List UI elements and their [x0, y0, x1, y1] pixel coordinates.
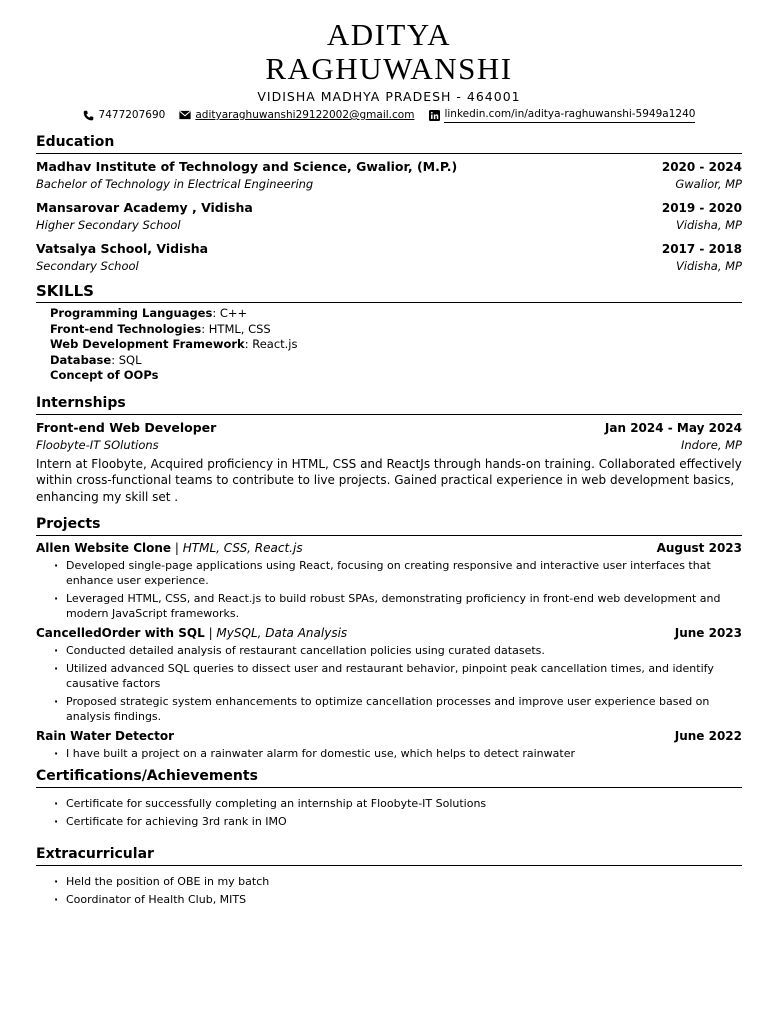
degree: Bachelor of Technology in Electrical Engineering — [36, 177, 314, 191]
school-name: Madhav Institute of Technology and Science, Gwalior, (M.P.) — [36, 159, 458, 174]
projects-heading: Projects — [36, 515, 742, 536]
school-name: Vatsalya School, Vidisha — [36, 241, 209, 256]
education-place: Vidisha, MP — [675, 218, 742, 232]
education-place: Gwalior, MP — [675, 177, 742, 191]
project-title: Rain Water Detector — [36, 729, 175, 743]
skills-list — [36, 306, 742, 384]
internship-dates: Jan 2024 - May 2024 — [604, 420, 742, 435]
education-entry — [36, 158, 742, 192]
project-bullet: · I have built a project on a rainwater alarm for domestic use, which helps to detect rainwater — [54, 746, 742, 761]
internship-description: Intern at Floobyte, Acquired proficiency in HTML, CSS and ReactJs through hands-on training. Collaborated effectively within cross-functional teams to contribute to live projects. Gained practical experience in web development basics, enhancing my skill set . — [36, 456, 742, 504]
project-date: June 2022 — [674, 729, 742, 743]
name-line-2: RAGHUWANSHI — [265, 51, 513, 86]
extracurricular-heading: Extracurricular — [36, 845, 742, 866]
resume-page — [36, 18, 742, 910]
name-heading — [36, 18, 742, 86]
education-entry — [36, 199, 742, 233]
education-dates: 2019 - 2020 — [661, 201, 742, 215]
project-date: June 2023 — [674, 626, 742, 640]
email-contact[interactable] — [179, 107, 414, 123]
project-bullet: · Leveraged HTML, CSS, and React.js to build robust SPAs, demonstrating proficiency in front-end web development and modern JavaScript frameworks. — [54, 591, 742, 621]
internship-role: Front-end Web Developer — [36, 419, 217, 435]
phone-contact — [83, 107, 166, 123]
skill-item: Database: SQL — [50, 352, 142, 367]
extracurricular-list — [36, 874, 742, 907]
location: VIDISHA MADHYA PRADESH - 464001 — [257, 89, 521, 104]
project-bullet: · Utilized advanced SQL queries to dissect user and restaurant behavior, pinpoint peak cancellation times, and identify causative factors — [54, 661, 742, 691]
degree: Secondary School — [36, 259, 139, 273]
internship-place: Indore, MP — [681, 437, 742, 452]
education-heading: Education — [36, 133, 742, 154]
phone-icon — [83, 109, 95, 121]
skill-item: Front-end Technologies: HTML, CSS — [50, 321, 271, 336]
extracurricular-item: · Held the position of OBE in my batch — [54, 874, 742, 889]
degree: Higher Secondary School — [36, 218, 181, 232]
internship-company: Floobyte-IT SOlutions — [36, 437, 159, 452]
school-name: Mansarovar Academy , Vidisha — [36, 200, 253, 215]
project-date: August 2023 — [656, 541, 742, 555]
envelope-icon — [179, 109, 191, 121]
project-entry — [36, 540, 742, 621]
project-bullet: · Proposed strategic system enhancements to optimize cancellation processes and improve user experience based on analysis findings. — [54, 694, 742, 724]
skills-heading: SKILLS — [36, 282, 742, 303]
certification-item: · Certificate for achieving 3rd rank in IMO — [54, 814, 742, 829]
project-bullet: · Conducted detailed analysis of restaurant cancellation policies using curated datasets. — [54, 643, 742, 658]
certifications-heading: Certifications/Achievements — [36, 767, 742, 788]
skill-item: Web Development Framework: React.js — [50, 337, 298, 351]
certification-item: · Certificate for successfully completing an internship at Floobyte-IT Solutions — [54, 796, 742, 811]
internships-heading: Internships — [36, 394, 742, 415]
project-bullet: · Developed single-page applications using React, focusing on creating responsive and interactive user interfaces that enhance user experience. — [54, 558, 742, 588]
extracurricular-item: · Coordinator of Health Club, MITS — [54, 892, 742, 907]
education-dates: 2020 - 2024 — [661, 160, 742, 174]
education-dates: 2017 - 2018 — [661, 242, 742, 256]
certifications-list — [36, 796, 742, 829]
email-link[interactable]: adityaraghuwanshi29122002@gmail.com — [195, 109, 415, 121]
project-entry — [36, 728, 742, 761]
linkedin-icon — [428, 109, 440, 121]
phone-number: 7477207690 — [98, 109, 166, 121]
skill-item: Programming Languages: C++ — [50, 306, 248, 320]
name-line-1: ADITYA — [326, 17, 452, 52]
linkedin-link[interactable]: linkedin.com/in/aditya-raghuwanshi-5949a1240 — [444, 107, 695, 123]
linkedin-contact[interactable] — [428, 107, 695, 123]
project-title: CancelledOrder with SQL | MySQL, Data Analysis — [36, 626, 348, 640]
project-title: Allen Website Clone | HTML, CSS, React.js — [36, 541, 303, 555]
internship-entry — [36, 419, 742, 506]
education-entry — [36, 240, 742, 274]
project-entry — [36, 625, 742, 724]
contact-row — [36, 107, 742, 123]
education-place: Vidisha, MP — [675, 259, 742, 273]
skill-item: Concept of OOPs — [50, 368, 159, 382]
